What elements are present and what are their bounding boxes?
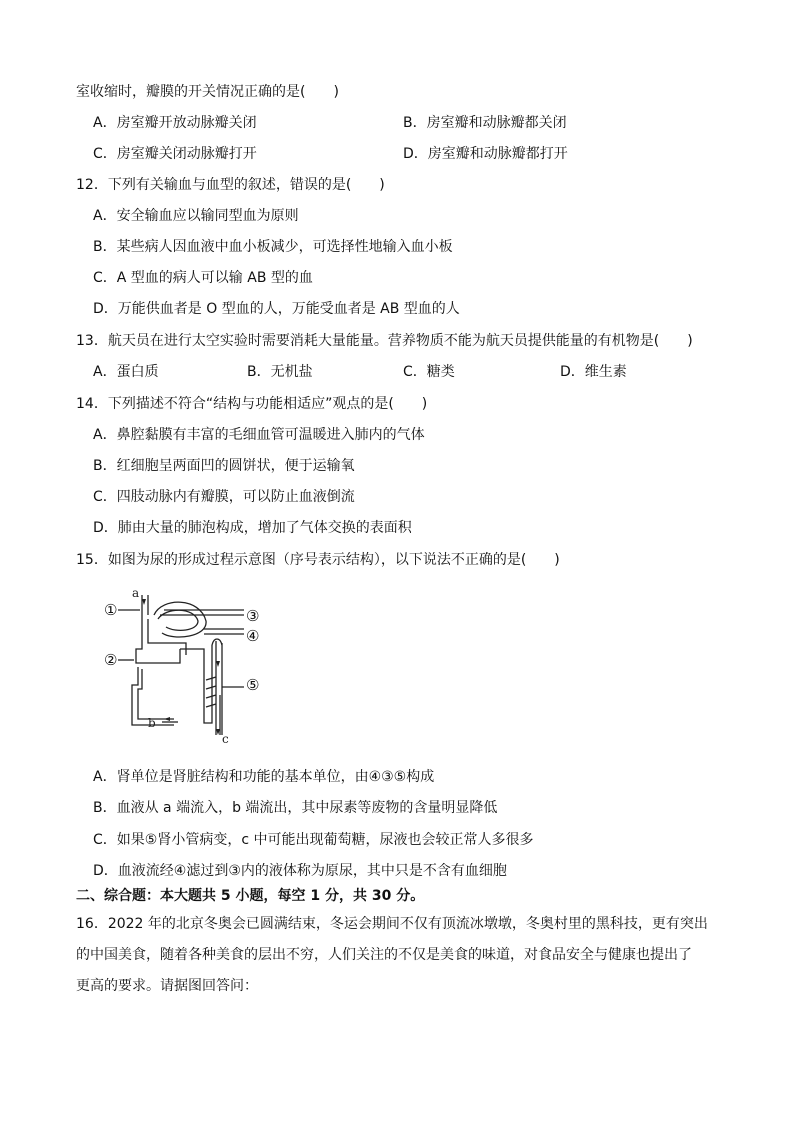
diagram-marker-5: ⑤ xyxy=(246,676,260,694)
diagram-marker-4: ④ xyxy=(246,627,260,645)
q14-stem: 14．下列描述不符合“结构与功能相适应”观点的是( ) xyxy=(76,396,428,412)
diagram-marker-2: ② xyxy=(104,651,118,669)
q12-option-c: C．A 型血的病人可以输 AB 型的血 xyxy=(93,270,313,286)
q13-stem: 13．航天员在进行太空实验时需要消耗大量能量。营养物质不能为航天员提供能量的有机物是( ) xyxy=(76,333,693,349)
section-heading: 二、综合题：本大题共 5 小题，每空 1 分，共 30 分。 xyxy=(76,888,425,904)
q13-option-a: A．蛋白质 xyxy=(93,364,159,380)
q11-stem-tail: 室收缩时，瓣膜的开关情况正确的是( ) xyxy=(76,84,339,100)
q11-option-c: C．房室瓣关闭动脉瓣打开 xyxy=(93,146,257,162)
q14-option-c: C．四肢动脉内有瓣膜，可以防止血液倒流 xyxy=(93,489,355,505)
q14-option-a: A．鼻腔黏膜有丰富的毛细血管可温暖进入肺内的气体 xyxy=(93,427,425,443)
q12-option-a: A．安全输血应以输同型血为原则 xyxy=(93,208,299,224)
q13-option-c: C．糖类 xyxy=(403,364,455,380)
q15-option-c: C．如果⑤肾小管病变，c 中可能出现葡萄糖，尿液也会较正常人多很多 xyxy=(93,832,534,848)
q14-option-b: B．红细胞呈两面凹的圆饼状，便于运输氧 xyxy=(93,458,355,474)
q13-option-b: B．无机盐 xyxy=(247,364,313,380)
q15-option-d: D．血液流经④滤过到③内的液体称为原尿，其中只是不含有血细胞 xyxy=(93,863,507,879)
q11-option-a: A．房室瓣开放动脉瓣关闭 xyxy=(93,115,257,131)
diagram-marker-3: ③ xyxy=(246,607,260,625)
q14-option-d: D．肺由大量的肺泡构成，增加了气体交换的表面积 xyxy=(93,520,412,536)
q16-line-1: 16．2022 年的北京冬奥会已圆满结束，冬运会期间不仅有顶流冰墩墩，冬奥村里的黑科技，更有突出 xyxy=(76,916,708,932)
q13-option-d: D．维生素 xyxy=(560,364,627,380)
q12-option-b: B．某些病人因血液中血小板减少，可选择性地输入血小板 xyxy=(93,239,453,255)
diagram-label-c: c xyxy=(222,732,229,746)
q11-option-b: B．房室瓣和动脉瓣都关闭 xyxy=(403,115,567,131)
q16-line-3: 更高的要求。请据图回答问： xyxy=(76,978,258,994)
q11-option-d: D．房室瓣和动脉瓣都打开 xyxy=(403,146,568,162)
q12-stem: 12．下列有关输血与血型的叙述，错误的是( ) xyxy=(76,177,385,193)
diagram-marker-1: ① xyxy=(104,601,118,619)
nephron-diagram xyxy=(104,585,274,750)
diagram-label-a: a xyxy=(132,586,140,600)
q12-option-d: D．万能供血者是 O 型血的人，万能受血者是 AB 型血的人 xyxy=(93,301,460,317)
q15-option-a: A．肾单位是肾脏结构和功能的基本单位，由④③⑤构成 xyxy=(93,769,435,785)
diagram-label-b: b xyxy=(148,716,156,730)
q15-stem: 15．如图为尿的形成过程示意图（序号表示结构），以下说法不正确的是( ) xyxy=(76,552,560,568)
q16-line-2: 的中国美食，随着各种美食的层出不穷，人们关注的不仅是美食的味道，对食品安全与健康也提出了 xyxy=(76,947,692,963)
q15-option-b: B．血液从 a 端流入，b 端流出，其中尿素等废物的含量明显降低 xyxy=(93,800,498,816)
